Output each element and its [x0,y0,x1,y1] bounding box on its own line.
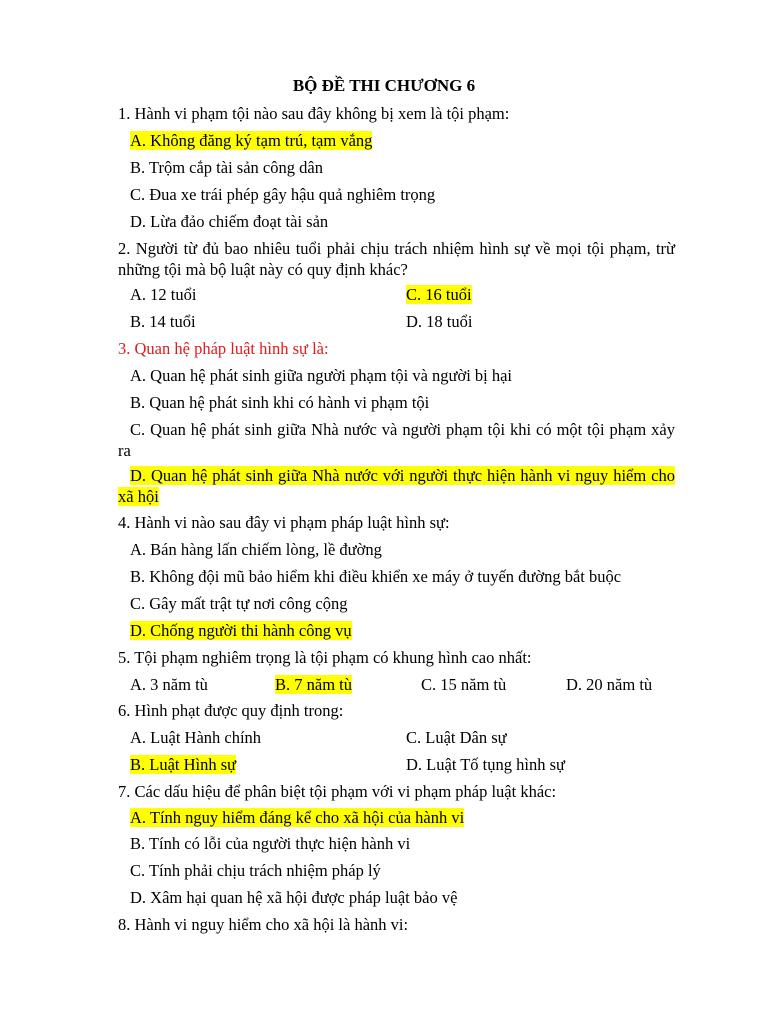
question-3: 3. Quan hệ pháp luật hình sự là: [118,339,329,358]
q1-option-d: D. Lừa đảo chiếm đoạt tài sản [130,212,329,231]
q6-option-b [130,755,236,775]
q6-option-b-text: B. Luật Hình sự [130,755,237,774]
q3-option-a: A. Quan hệ phát sinh giữa người phạm tội và người bị hại [130,366,513,385]
q2-option-d: D. 18 tuổi [406,312,473,331]
page-title: BỘ ĐỀ THI CHƯƠNG 6 [292,76,476,95]
question-8: 8. Hành vi nguy hiểm cho xã hội là hành vi: [118,915,409,934]
q4-option-a: A. Bán hàng lấn chiếm lòng, lề đường [130,540,382,559]
q4-option-b: B. Không đội mũ bảo hiểm khi điều khiển xe máy ở tuyến đường bắt buộc [130,567,622,586]
q5-option-d: D. 20 năm tù [566,675,653,694]
q4-option-d-text: D. Chống người thi hành công vụ [130,621,352,640]
q6-option-c: C. Luật Dân sự [406,728,507,747]
q3-option-c: C. Quan hệ phát sinh giữa Nhà nước và người phạm tội khi có một tội phạm xảy ra [118,420,675,460]
q5-option-b-text: B. 7 năm tù [275,675,352,694]
q3-option-d [118,465,675,507]
q7-option-b: B. Tính có lỗi của người thực hiện hành vi [130,834,411,853]
q6-option-d: D. Luật Tố tụng hình sự [406,755,565,774]
q3-option-b: B. Quan hệ phát sinh khi có hành vi phạm tội [130,393,430,412]
q3-option-d-text: D. Quan hệ phát sinh giữa Nhà nước với người thực hiện hành vi nguy hiểm cho xã hội [118,466,675,506]
q1-option-b: B. Trộm cắp tài sản công dân [130,158,323,177]
q2-option-b: B. 14 tuổi [130,312,196,331]
q2-option-c-text: C. 16 tuổi [406,285,472,304]
question-7: 7. Các dấu hiệu để phân biệt tội phạm với vi phạm pháp luật khác: [118,782,557,801]
q5-option-a: A. 3 năm tù [130,675,208,694]
question-1: 1. Hành vi phạm tội nào sau đây không bị xem là tội phạm: [118,104,510,123]
q5-option-b [275,675,352,695]
q2-option-c [406,285,472,305]
q6-option-a: A. Luật Hành chính [130,728,262,747]
q7-option-c: C. Tính phải chịu trách nhiệm pháp lý [130,861,381,880]
q7-option-a [130,808,464,828]
q4-option-d [130,621,352,641]
question-4: 4. Hành vi nào sau đây vi phạm pháp luật hình sự: [118,513,450,532]
question-2: 2. Người từ đủ bao nhiêu tuổi phải chịu trách nhiệm hình sự về mọi tội phạm, trừ những tội mà bộ luật này có quy định khác? [118,239,675,279]
question-5: 5. Tội phạm nghiêm trọng là tội phạm có khung hình cao nhất: [118,648,532,667]
q7-option-d: D. Xâm hại quan hệ xã hội được pháp luật bảo vệ [130,888,458,907]
q4-option-c: C. Gây mất trật tự nơi công cộng [130,594,348,613]
q5-option-c: C. 15 năm tù [421,675,507,694]
q1-option-a-text: A. Không đăng ký tạm trú, tạm vắng [130,131,373,150]
question-6: 6. Hình phạt được quy định trong: [118,701,344,720]
q2-option-a: A. 12 tuổi [130,285,197,304]
q1-option-a [130,131,372,151]
q1-option-c: C. Đua xe trái phép gây hậu quả nghiêm trọng [130,185,436,204]
q7-option-a-text: A. Tính nguy hiểm đáng kể cho xã hội của hành vi [130,808,465,827]
